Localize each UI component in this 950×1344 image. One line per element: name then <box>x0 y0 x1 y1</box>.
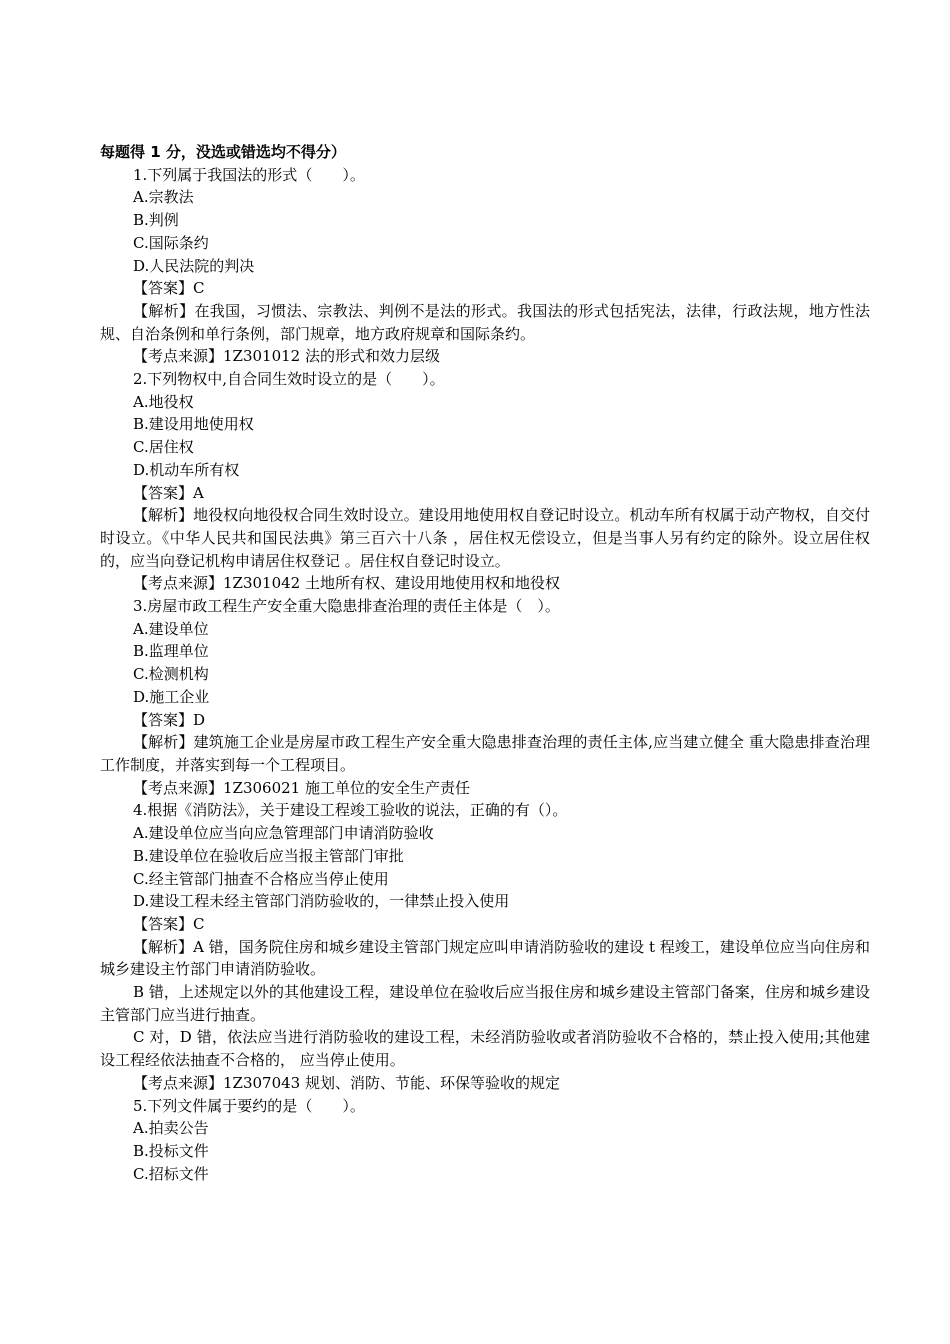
option-b: B.建设单位在验收后应当报主管部门审批 <box>133 846 404 865</box>
question-5 <box>100 1095 870 1186</box>
document-page <box>100 141 870 1185</box>
analysis: 【解析】建筑施工企业是房屋市政工程生产安全重大隐患排查治理的责任主体,应当建立健全 重大隐患排查治理工作制度，并落实到每一个工程项目。 <box>100 733 870 774</box>
question-3 <box>100 595 870 799</box>
question-stem: 4.根据《消防法》，关于建设工程竣工验收的说法，正确的有（）。 <box>133 801 568 820</box>
option-d: D.人民法院的判决 <box>133 256 255 275</box>
option-a: A.建设单位 <box>133 619 209 638</box>
source: 【考点来源】1Z301042 土地所有权、建设用地使用权和地役权 <box>133 574 560 593</box>
option-d: D.机动车所有权 <box>133 460 240 479</box>
question-2 <box>100 368 870 595</box>
analysis: 【解析】A 错，国务院住房和城乡建设主管部门规定应叫申请消防验收的建设 t 程竣工，建设单位应当向住房和城乡建设主竹部门申请消防验收。 <box>100 937 870 979</box>
source: 【考点来源】1Z307043 规划、消防、节能、环保等验收的规定 <box>133 1073 560 1092</box>
option-c: C.经主管部门抽查不合格应当停止使用 <box>133 869 389 888</box>
answer: 【答案】A <box>133 483 204 502</box>
answer: 【答案】C <box>133 914 205 933</box>
option-d: D.建设工程未经主管部门消防验收的，一律禁止投入使用 <box>133 892 510 911</box>
option-a: A.建设单位应当向应急管理部门申请消防验收 <box>133 824 434 843</box>
answer: 【答案】C <box>133 279 205 298</box>
source: 【考点来源】1Z301012 法的形式和效力层级 <box>133 347 440 366</box>
option-c: C.居住权 <box>133 438 194 457</box>
analysis: 【解析】地役权向地役权合同生效时设立。建设用地使用权自登记时设立。机动车所有权属于动产物权，自交付时设立。《中华人民共和国民法典》第三百六十八条 ，居住权无偿设立，但是当事人另有约定的除外。设立居住权的，应当向登记机构申请居住权登记 。居住权自登记时设立。 <box>100 506 870 570</box>
question-stem: 5.下列文件属于要约的是（ ）。 <box>133 1096 365 1115</box>
question-4 <box>100 799 870 1094</box>
question-1 <box>100 164 870 368</box>
option-a: A.拍卖公告 <box>133 1119 209 1138</box>
option-c: C.检测机构 <box>133 665 209 684</box>
option-c: C.国际条约 <box>133 233 209 252</box>
answer: 【答案】D <box>133 710 206 729</box>
option-a: A.宗教法 <box>133 188 194 207</box>
option-b: B.监理单位 <box>133 642 209 661</box>
question-stem: 2.下列物权中,自合同生效时设立的是（ ）。 <box>133 370 445 389</box>
option-b: B.建设用地使用权 <box>133 415 254 434</box>
option-d: D.施工企业 <box>133 687 210 706</box>
option-a: A.地役权 <box>133 392 194 411</box>
option-c: C.招标文件 <box>133 1164 209 1183</box>
question-stem: 3.房屋市政工程生产安全重大隐患排查治理的责任主体是（ ）。 <box>133 597 560 616</box>
analysis: 【解析】在我国，习惯法、宗教法、判例不是法的形式。我国法的形式包括宪法，法律，行政法规，地方性法规、自治条例和单行条例，部门规章，地方政府规章和国际条约。 <box>100 301 870 343</box>
analysis-continued: C 对，D 错，依法应当进行消防验收的建设工程，未经消防验收或者消防验收不合格的，禁止投入使用;其他建设工程经依法抽查不合格的， 应当停止使用。 <box>100 1028 870 1070</box>
source: 【考点来源】1Z306021 施工单位的安全生产责任 <box>133 778 470 797</box>
option-b: B.投标文件 <box>133 1141 209 1160</box>
analysis-continued: B 错，上述规定以外的其他建设工程，建设单位在验收后应当报住房和城乡建设主管部门备案，住房和城乡建设主管部门应当进行抽查。 <box>100 983 870 1024</box>
question-stem: 1.下列属于我国法的形式（ ）。 <box>133 165 365 184</box>
option-b: B.判例 <box>133 211 179 230</box>
section-header: 每题得 1 分，没选或错选均不得分） <box>100 143 346 161</box>
